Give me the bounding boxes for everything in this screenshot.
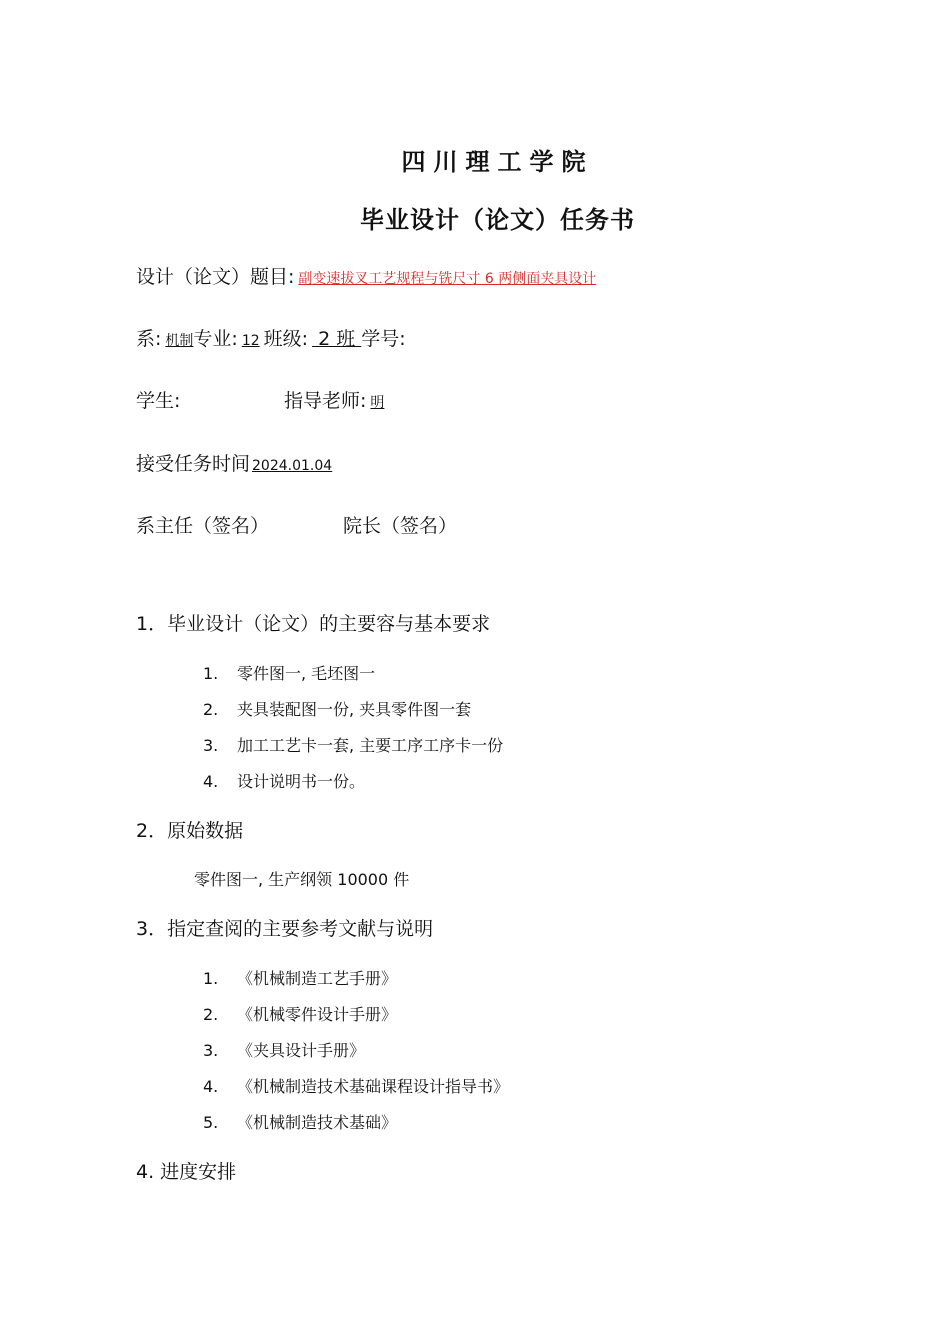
advisor-value: 明 xyxy=(370,395,385,411)
received-line xyxy=(136,449,332,476)
list-number: 2. xyxy=(203,700,219,719)
advisor-line xyxy=(284,386,384,413)
received-label: 接受任务时间 xyxy=(136,453,251,475)
list-item xyxy=(203,1038,365,1061)
list-number: 1. xyxy=(203,664,219,683)
section-1-heading: 1．毕业设计（论文）的主要容与基本要求 xyxy=(136,613,491,635)
section-3-heading: 3．指定查阅的主要参考文献与说明 xyxy=(136,918,434,940)
original-data-text: 零件图一, 生产纲领 10000 件 xyxy=(194,870,410,889)
topic-label: 设计（论文）题目: xyxy=(136,266,295,288)
student-number-label: 学号: xyxy=(361,328,406,350)
dean-signature-label: 院长（签名） xyxy=(343,515,458,537)
list-item xyxy=(203,1074,509,1097)
section-2-heading: 2．原始数据 xyxy=(136,820,244,842)
list-text: 加工工艺卡一套, 主要工序工序卡一份 xyxy=(237,736,504,755)
list-number: 4. xyxy=(203,772,219,791)
section-4-heading: 4. 进度安排 xyxy=(136,1161,237,1183)
list-item xyxy=(203,697,471,720)
class-value: 2 班 xyxy=(312,328,362,350)
received-value: 2024.01.04 xyxy=(252,458,333,474)
list-number: 4. xyxy=(203,1077,219,1096)
list-item xyxy=(203,966,397,989)
school-title: 四川理工学院 xyxy=(401,148,594,176)
list-text: 《机械零件设计手册》 xyxy=(237,1005,398,1024)
dept-value: 机制 xyxy=(165,333,194,349)
advisor-label: 指导老师: xyxy=(284,390,367,412)
list-text: 夹具装配图一份, 夹具零件图一套 xyxy=(237,700,472,719)
department-line xyxy=(136,324,406,351)
list-number: 5. xyxy=(203,1113,219,1132)
list-item xyxy=(203,1002,397,1025)
major-label: 专业: xyxy=(193,328,238,350)
list-item xyxy=(203,733,503,756)
student-label: 学生: xyxy=(136,390,181,412)
list-number: 1. xyxy=(203,969,219,988)
class-label: 班级: xyxy=(263,328,309,350)
topic-value: 副变速拔叉工艺规程与铣尺寸 6 两侧面夹具设计 xyxy=(298,271,597,287)
list-text: 《夹具设计手册》 xyxy=(237,1041,366,1060)
major-value: 12 xyxy=(241,333,260,349)
dept-head-signature-label: 系主任（签名） xyxy=(136,515,270,537)
list-text: 《机械制造工艺手册》 xyxy=(237,969,398,988)
list-text: 设计说明书一份。 xyxy=(237,772,366,791)
list-number: 3. xyxy=(203,736,219,755)
dept-label: 系: xyxy=(136,328,162,350)
list-text: 《机械制造技术基础》 xyxy=(237,1113,398,1132)
list-number: 2. xyxy=(203,1005,219,1024)
list-item xyxy=(203,661,375,684)
topic-line xyxy=(136,262,596,289)
list-item xyxy=(203,1110,397,1133)
document-title: 毕业设计（论文）任务书 xyxy=(360,206,635,234)
list-text: 《机械制造技术基础课程设计指导书》 xyxy=(237,1077,510,1096)
list-number: 3. xyxy=(203,1041,219,1060)
list-item xyxy=(203,769,365,792)
list-text: 零件图一, 毛坯图一 xyxy=(237,664,376,683)
